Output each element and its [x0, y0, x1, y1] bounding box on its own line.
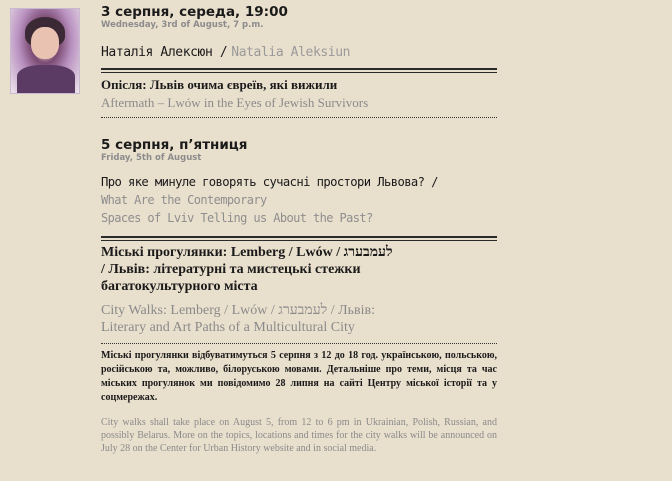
- event-1-date-en: Wednesday, 3rd of August, 7 p.m.: [101, 20, 264, 30]
- city-walks-description-ua: Міські прогулянки відбуватимуться 5 серпня з 12 до 18 год. українською, польською, російською та, можливо, білоруською мовами. Детальніше про теми, місця та час міських прогулянок ми повідомимо 28 липня на сайті Центру міської історії та у соцмережах.: [101, 350, 497, 403]
- city-walks-title: [101, 244, 497, 295]
- event-1-title-en: Aftermath – Lwów in the Eyes of Jewish Survivors: [101, 95, 369, 110]
- speaker-photo: [10, 8, 80, 94]
- city-walks-title-ua-1: Міські прогулянки: Lemberg / Lwów / לעמבערג: [101, 245, 393, 260]
- speaker-name-en: Natalia Aleksiun: [231, 45, 351, 60]
- city-walks-title-ua-3: багатокультурного міста: [101, 279, 258, 294]
- event-1-divider: [101, 68, 497, 73]
- event-1-dotted-divider: [101, 117, 497, 118]
- event-2-date-en: Friday, 5th of August: [101, 153, 202, 163]
- event-1-title-ua: Опісля: Львів очима євреїв, які вижили: [101, 77, 338, 92]
- event-2-topic-en-2: Spaces of Lviv Telling us About the Past?: [101, 211, 373, 225]
- event-2-date: 5 серпня, п’ятниця: [101, 137, 248, 153]
- city-walks-title-ua-2: / Львів: літературні та мистецькі стежки: [101, 262, 361, 277]
- event-2-topic: [101, 173, 497, 227]
- city-walks-title-en-2: Literary and Art Paths of a Multicultural City: [101, 320, 355, 335]
- city-walks-title-en: [101, 302, 497, 336]
- speaker-name-ua: Наталія Алексюн /: [101, 45, 228, 60]
- event-2-topic-ua: Про яке минуле говорять сучасні простори Львова? /: [101, 175, 438, 189]
- event-2-divider: [101, 236, 497, 241]
- event-2-topic-en-1: What Are the Contemporary: [101, 193, 267, 207]
- city-walks-title-en-1: City Walks: Lemberg / Lwów / לעמבערג / Львів:: [101, 303, 375, 318]
- city-walks-description-en: City walks shall take place on August 5, from 12 to 6 pm in Ukrainian, Polish, Russian, and possibly Belarus. More on the topics, locations and times for the city walks will be announced on July 28 on the Center for Urban History website and in social media.: [101, 417, 497, 454]
- event-1-speaker: [101, 43, 497, 61]
- event-1-date: 3 серпня, середа, 19:00: [101, 4, 288, 20]
- city-walks-dotted-divider: [101, 343, 497, 344]
